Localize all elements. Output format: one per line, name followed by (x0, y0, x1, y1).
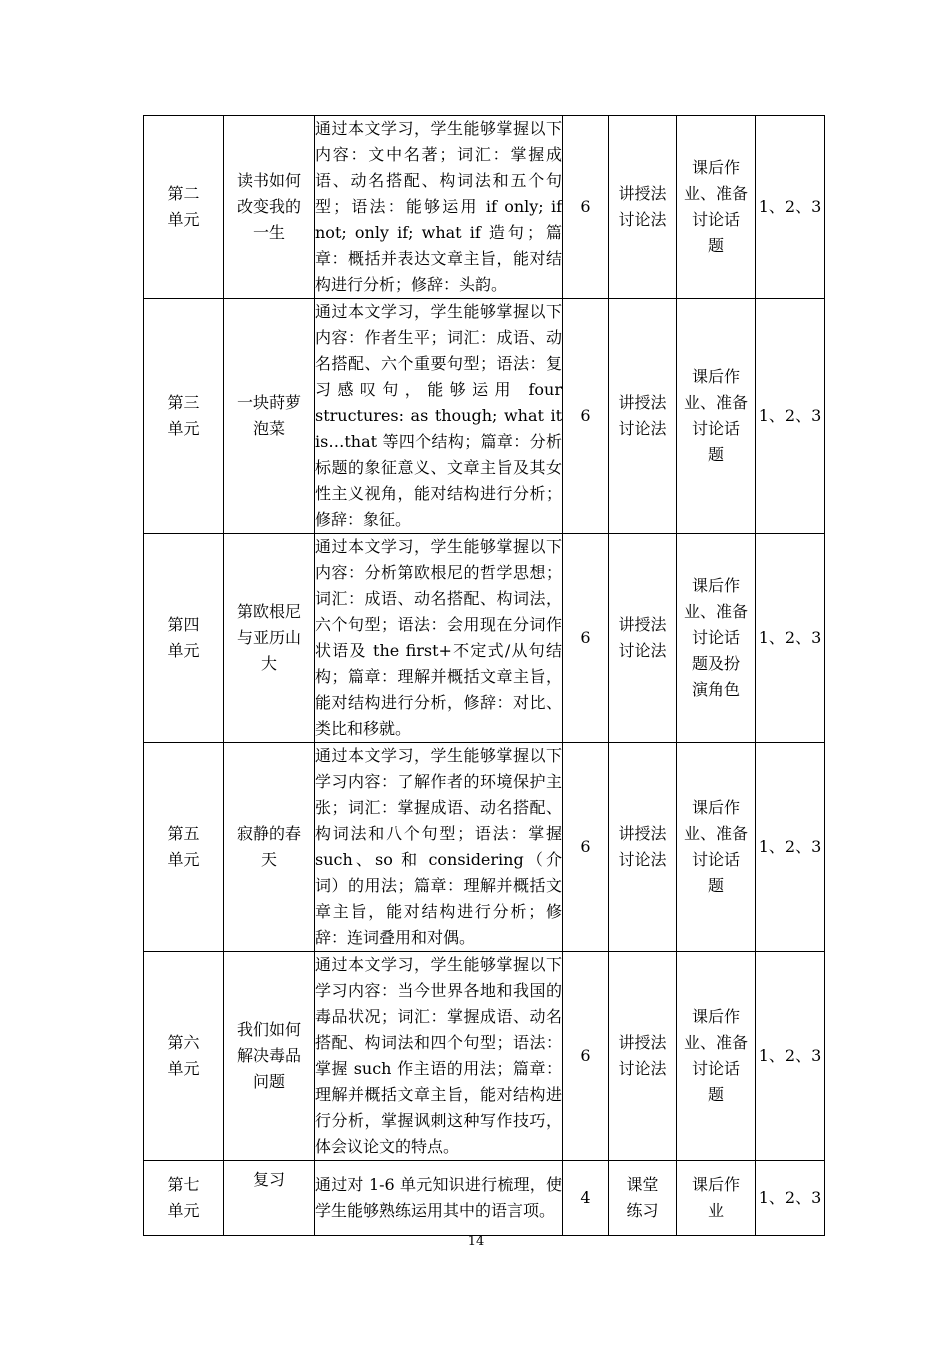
unit-cell: 第三 单元 (144, 299, 224, 534)
method-cell: 讲授法 讨论法 (609, 116, 677, 299)
unit-cell: 第二 单元 (144, 116, 224, 299)
goals-cell: 1、2、3 (756, 952, 825, 1161)
hours-cell: 6 (563, 743, 609, 952)
table-row (144, 952, 825, 1161)
assignment-cell: 课后作 业、准备 讨论话 题及扮 演角色 (677, 534, 756, 743)
hours-cell: 4 (563, 1161, 609, 1236)
goals-cell: 1、2、3 (756, 299, 825, 534)
hours-cell: 6 (563, 952, 609, 1161)
page-number: 14 (467, 1234, 485, 1249)
goals-cell: 1、2、3 (756, 1161, 825, 1236)
title-cell: 第欧根尼 与亚历山 大 (224, 534, 315, 743)
assignment-cell: 课后作 业、准备 讨论话 题 (677, 743, 756, 952)
content-cell: 通过本文学习，学生能够掌握以下学习内容：了解作者的环境保护主张；词汇：掌握成语、动名搭配、构词法和八个句型；语法：掌握 such、so 和 considering（介词）的用法；篇章：理解并概括文章主旨，能对结构进行分析；修辞：连词叠用和对偶。 (315, 743, 563, 952)
title-cell: 读书如何 改变我的 一生 (224, 116, 315, 299)
content-cell: 通过本文学习，学生能够掌握以下内容：分析第欧根尼的哲学思想；词汇：成语、动名搭配、构词法，六个句型；语法：会用现在分词作状语及 the first+不定式/从句结构；篇章：理解并概括文章主旨，能对结构进行分析，修辞：对比、类比和移就。 (315, 534, 563, 743)
unit-cell: 第七 单元 (144, 1161, 224, 1236)
assignment-cell: 课后作 业、准备 讨论话 题 (677, 952, 756, 1161)
table-row (144, 1161, 825, 1236)
method-cell: 讲授法 讨论法 (609, 534, 677, 743)
table-row (144, 299, 825, 534)
assignment-cell: 课后作 业、准备 讨论话 题 (677, 116, 756, 299)
content-cell: 通过本文学习，学生能够掌握以下内容：文中名著；词汇：掌握成语、动名搭配、构词法和五个句型；语法：能够运用 if only; if not; only if; what if 造句；篇章：概括并表达文章主旨，能对结构进行分析；修辞：头韵。 (315, 116, 563, 299)
title-cell: 我们如何 解决毒品 问题 (224, 952, 315, 1161)
hours-cell: 6 (563, 116, 609, 299)
assignment-cell: 课后作 业、准备 讨论话 题 (677, 299, 756, 534)
method-cell: 讲授法 讨论法 (609, 743, 677, 952)
table-row (144, 116, 825, 299)
method-cell: 讲授法 讨论法 (609, 952, 677, 1161)
title-cell: 一块莳萝 泡菜 (224, 299, 315, 534)
goals-cell: 1、2、3 (756, 116, 825, 299)
assignment-cell: 课后作 业 (677, 1161, 756, 1236)
content-cell: 通过本文学习，学生能够掌握以下内容：作者生平；词汇：成语、动名搭配、六个重要句型；语法：复习感叹句，能够运用 four structures: as though; what it is…that 等四个结构；篇章：分析标题的象征意义、文章主旨及其女性主义视角，能对结构进行分析；修辞：象征。 (315, 299, 563, 534)
unit-cell: 第四 单元 (144, 534, 224, 743)
content-cell: 通过本文学习，学生能够掌握以下学习内容：当今世界各地和我国的毒品状况；词汇：掌握成语、动名搭配、构词法和四个句型；语法：掌握 such 作主语的用法；篇章：理解并概括文章主旨，能对结构进行分析，掌握讽刺这种写作技巧，体会议论文的特点。 (315, 952, 563, 1161)
unit-cell: 第五 单元 (144, 743, 224, 952)
title-cell: 复习 (224, 1161, 315, 1236)
content-cell: 通过对 1-6 单元知识进行梳理，使学生能够熟练运用其中的语言项。 (315, 1161, 563, 1236)
table-row (144, 743, 825, 952)
table-row (144, 534, 825, 743)
method-cell: 课堂 练习 (609, 1161, 677, 1236)
hours-cell: 6 (563, 534, 609, 743)
goals-cell: 1、2、3 (756, 534, 825, 743)
curriculum-table (143, 115, 825, 1236)
title-cell: 寂静的春 天 (224, 743, 315, 952)
hours-cell: 6 (563, 299, 609, 534)
goals-cell: 1、2、3 (756, 743, 825, 952)
method-cell: 讲授法 讨论法 (609, 299, 677, 534)
unit-cell: 第六 单元 (144, 952, 224, 1161)
